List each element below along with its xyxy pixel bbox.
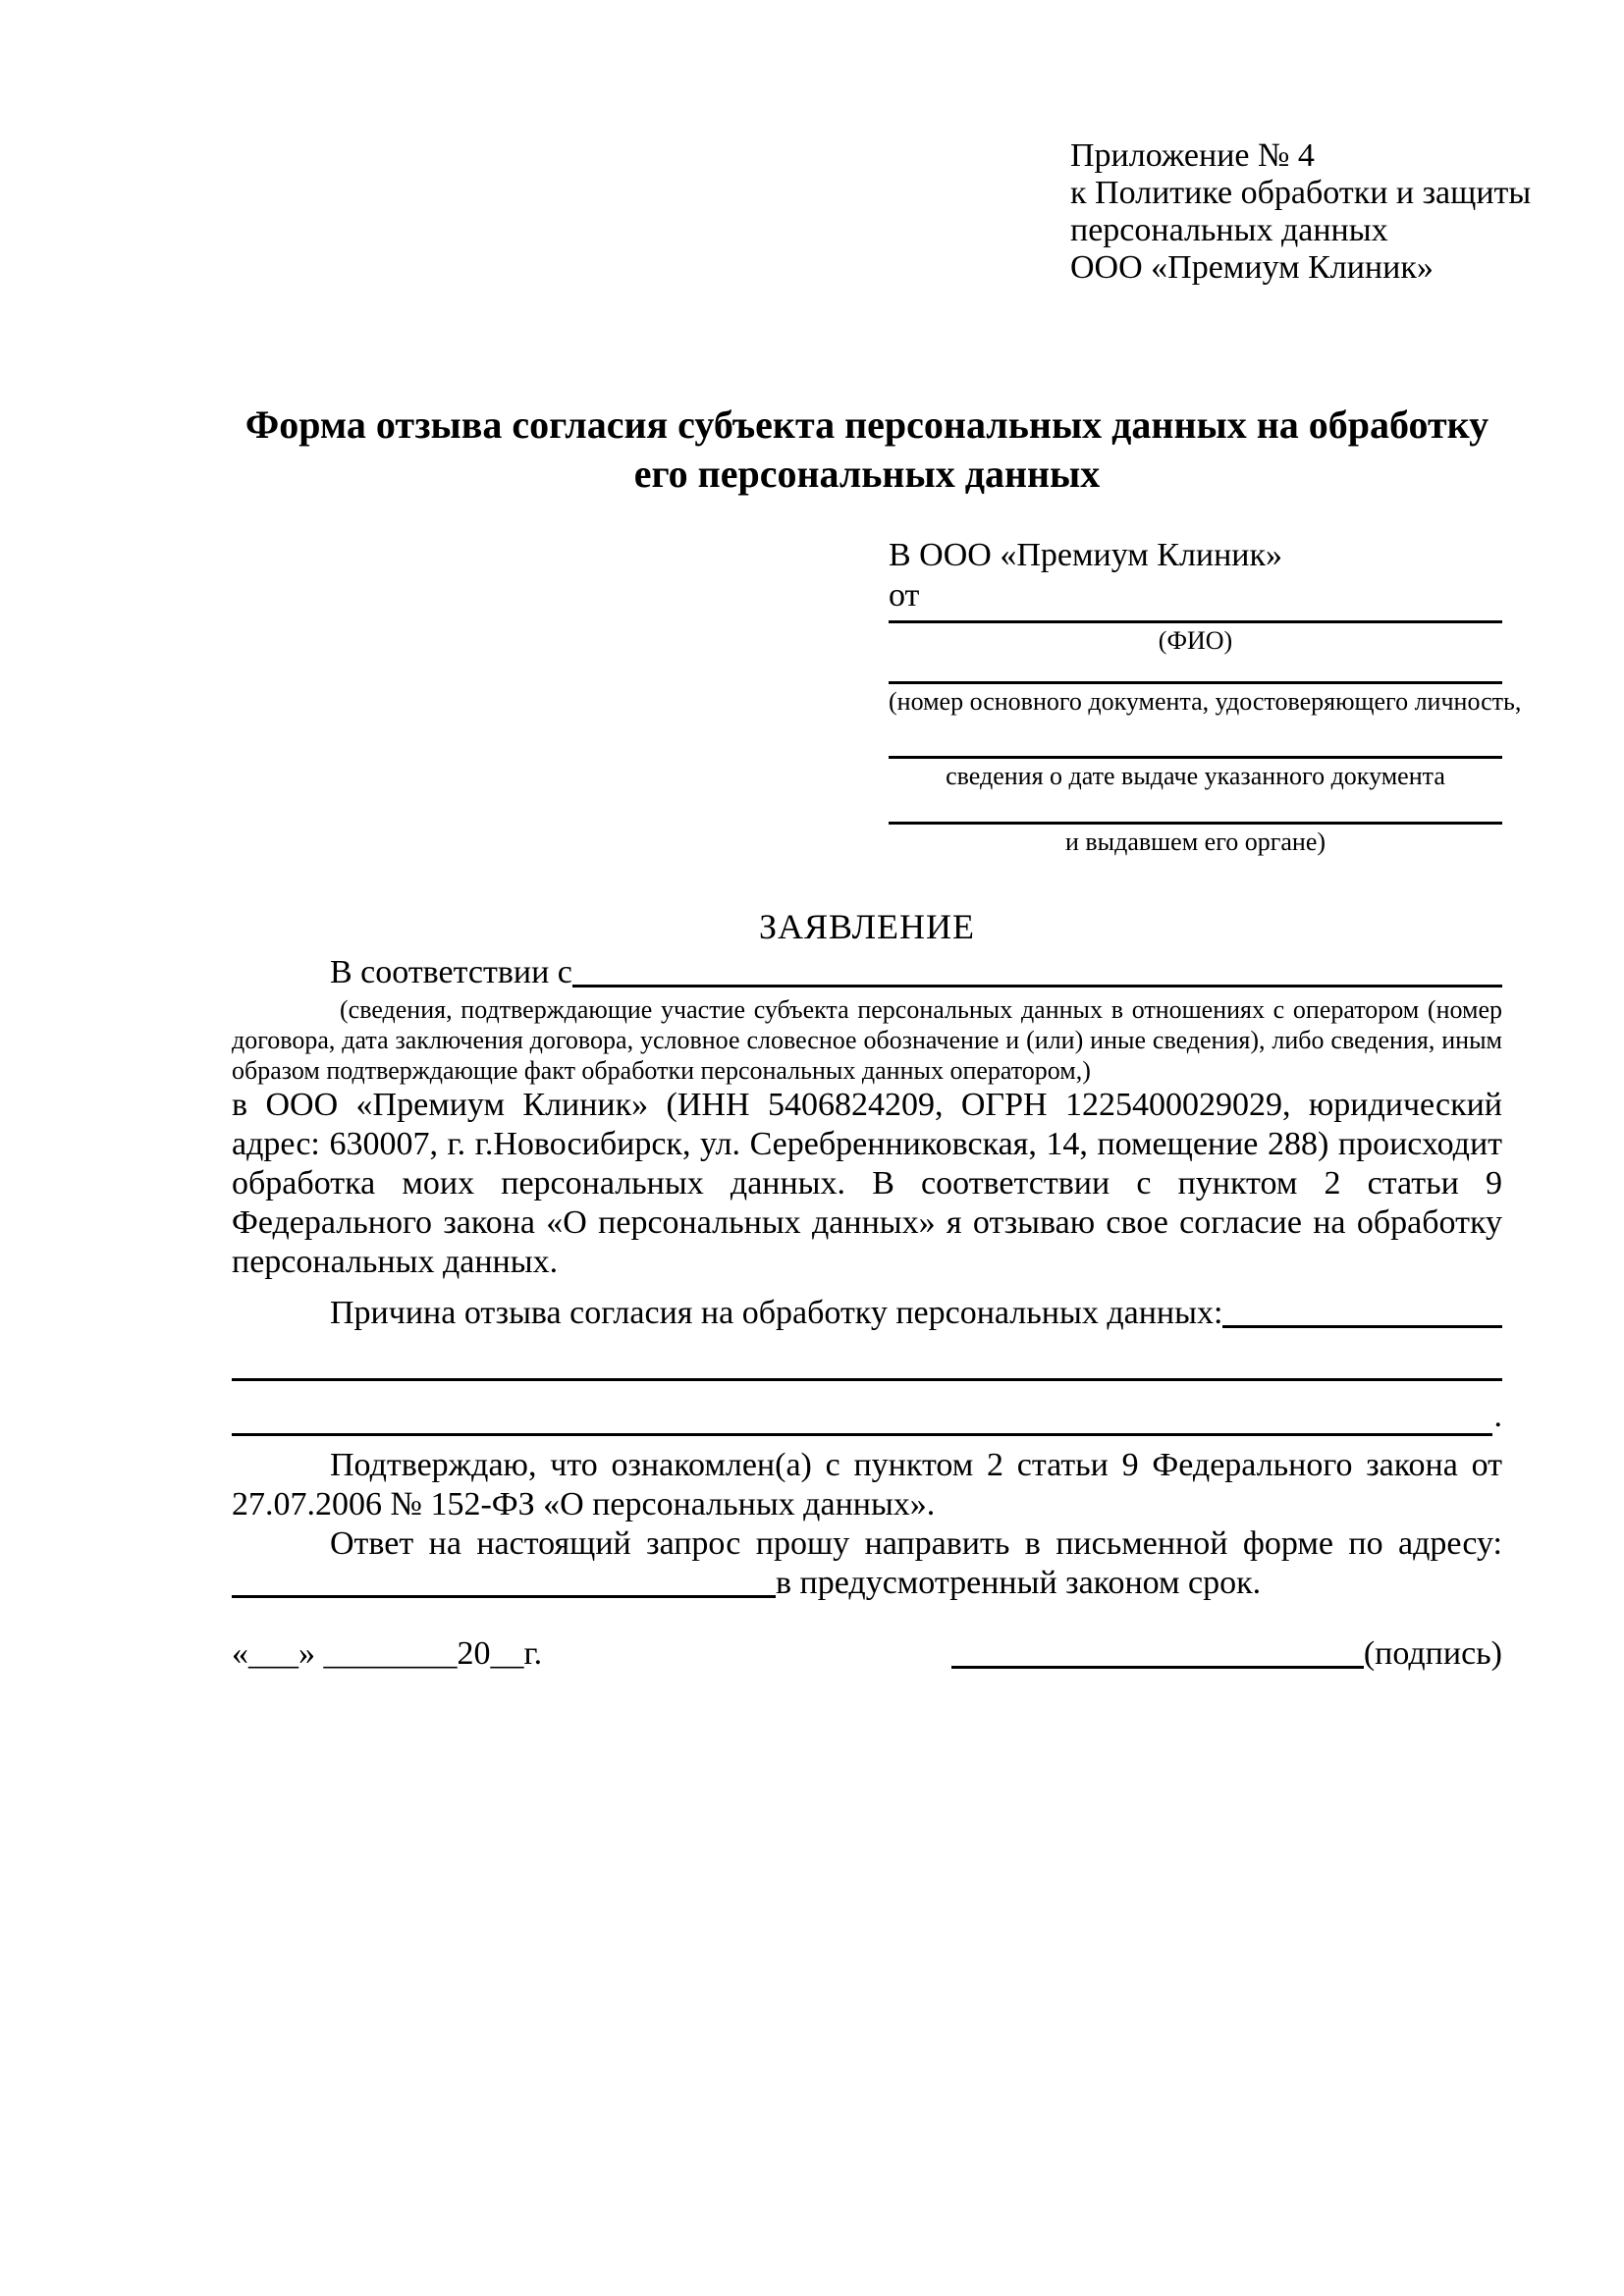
appendix-line: к Политике обработки и защиты <box>1070 175 1532 211</box>
accordance-row <box>330 953 1502 992</box>
issue-date-caption: сведения о дате выдаче указанного документа <box>946 762 1445 790</box>
reason-line-period: . <box>1493 1398 1502 1434</box>
reason-row <box>330 1294 1502 1333</box>
document-number-field-line[interactable] <box>889 656 1502 684</box>
reply-address-field-line[interactable] <box>232 1595 776 1598</box>
confirmation-paragraph: Подтверждаю, что ознакомлен(а) с пунктом 2 статьи 9 Федерального закона от 27.07.2006 № 152-ФЗ «О персональных данных». <box>232 1447 1502 1522</box>
reason-label: Причина отзыва согласия на обработку персональных данных: <box>330 1295 1223 1331</box>
reason-field-line-3[interactable] <box>232 1381 1492 1436</box>
reply-suffix: в предусмотренный законом срок. <box>776 1565 1262 1601</box>
addressee-from: от <box>889 577 920 614</box>
reason-field-line-2[interactable] <box>232 1333 1502 1381</box>
addressee-to: В ООО «Премиум Клиник» <box>889 537 1283 573</box>
page-title <box>232 400 1502 499</box>
reply-request-paragraph: Ответ на настоящий запрос прошу направить в письменной форме по адресу: <box>330 1525 1502 1562</box>
appendix-line: ООО «Премиум Клиник» <box>1070 249 1434 286</box>
signature-block <box>951 1634 1502 1674</box>
fio-caption: (ФИО) <box>1158 626 1233 655</box>
fio-field-line[interactable] <box>889 615 1502 623</box>
page-title-line: Форма отзыва согласия субъекта персональных данных на обработку <box>244 402 1489 447</box>
appendix-block <box>1070 137 1532 287</box>
addressee-block <box>889 534 1522 857</box>
date-blank[interactable]: «___» ________20__г. <box>232 1635 543 1672</box>
reason-field-row-3 <box>232 1381 1502 1436</box>
statement-heading: ЗАЯВЛЕНИЕ <box>758 907 976 946</box>
signature-caption: (подпись) <box>1363 1635 1502 1672</box>
appendix-line: персональных данных <box>1070 212 1388 248</box>
body-paragraph: в ООО «Премиум Клиник» (ИНН 5406824209, ОГРН 1225400029029, юридический адрес: 630007, г. г.Новосибирск, ул. Серебренниковская, 14, помещение 288) происходит обработка моих персональных данных. В соответствии с пунктом 2 статьи 9 Федерального закона «О персональных данных» я отзываю свое согласие на обработку персональных данных. <box>232 1087 1502 1280</box>
document-number-caption: (номер основного документа, удостоверяющего личность, <box>889 687 1522 716</box>
signature-field-line[interactable] <box>951 1666 1364 1669</box>
issuing-authority-field-line[interactable] <box>889 791 1502 825</box>
accordance-label: В соответствии с <box>330 954 572 990</box>
reason-field-line[interactable] <box>1222 1325 1502 1328</box>
page-title-line: его персональных данных <box>633 452 1101 496</box>
issue-date-field-line[interactable] <box>889 717 1502 759</box>
accordance-footnote: (сведения, подтверждающие участие субъекта персональных данных в отношениях с оператором (номер договора, дата заключения договора, условное словесное обозначение и (или) иные сведения), либо сведения, иным образом подтверждающие факт обработки персональных данных оператором,) <box>232 995 1502 1085</box>
reply-address-row <box>232 1564 1502 1603</box>
accordance-field-line[interactable] <box>572 985 1502 988</box>
issuing-authority-caption: и выдавшем его органе) <box>1064 828 1326 856</box>
appendix-line: Приложение № 4 <box>1070 137 1315 174</box>
date-signature-row <box>232 1634 1502 1674</box>
